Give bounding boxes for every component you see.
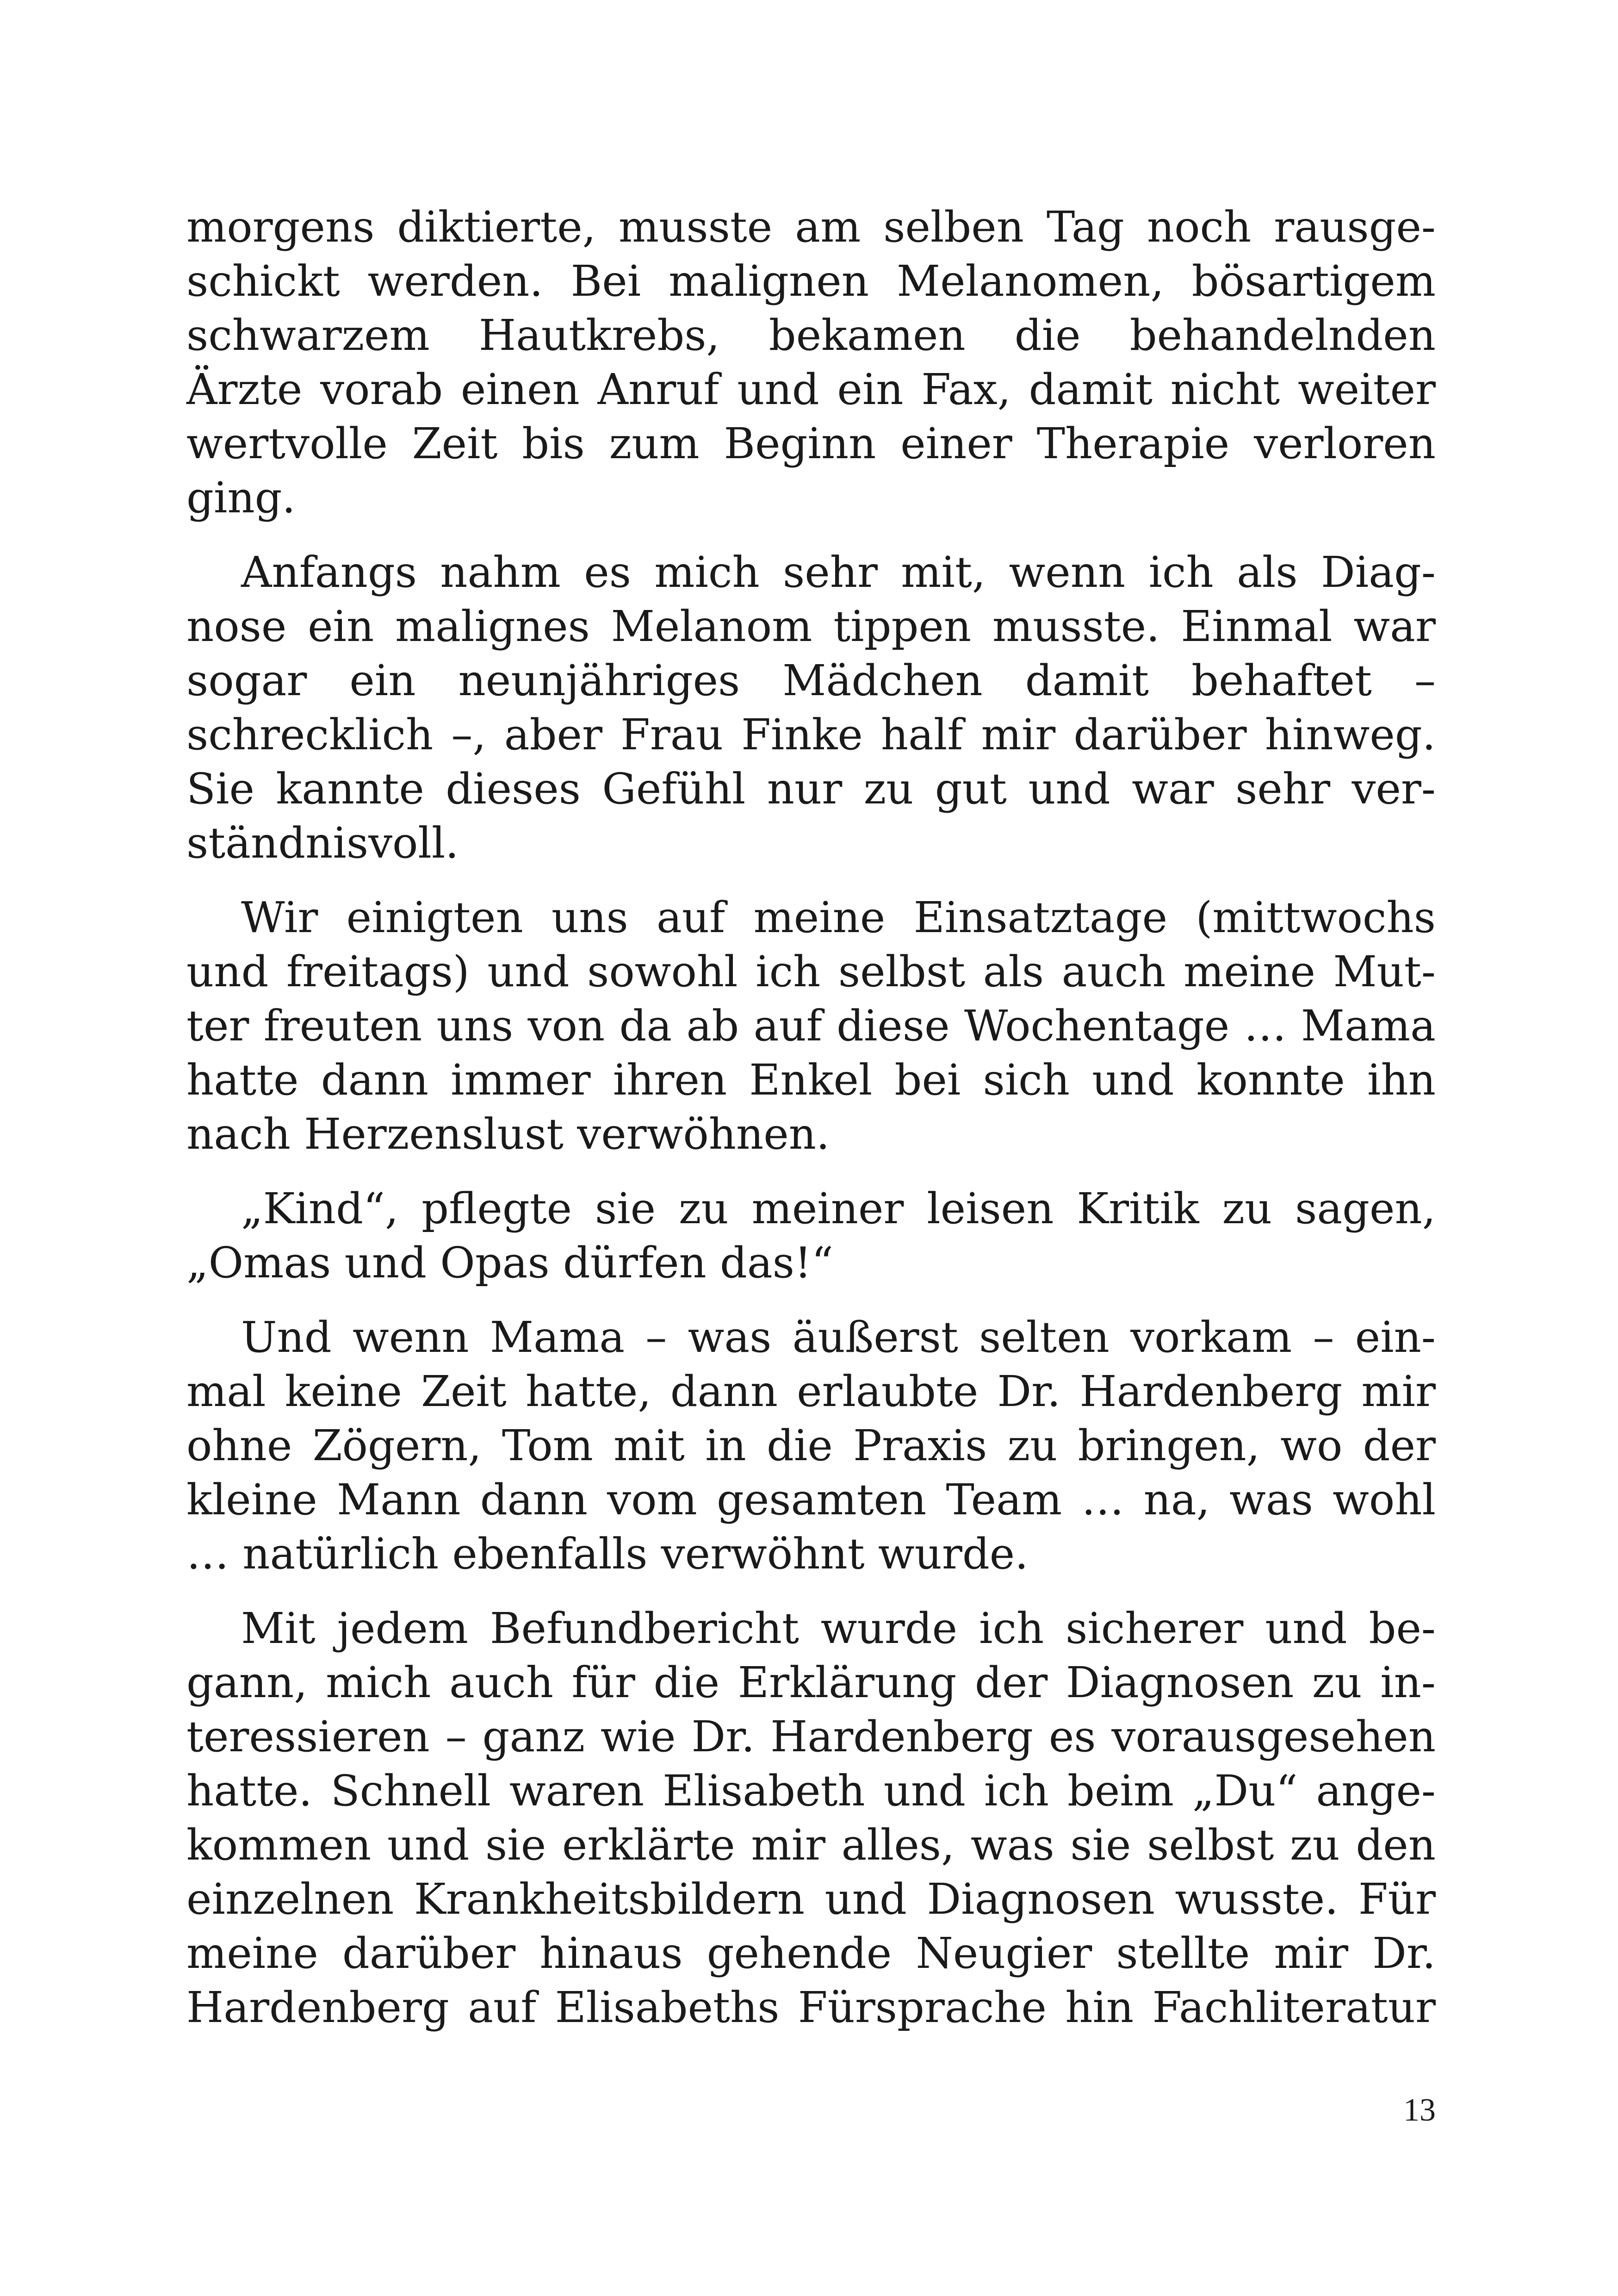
text-line: Anfangs nahm es mich sehr mit, wenn ich als Diag- [241,548,1436,597]
text-line: schickt werden. Bei malignen Melanomen, bösartigem [186,256,1436,306]
text-line: „Omas und Opas dürfen das!“ [186,1238,833,1288]
text-line: ter freuten uns von da ab auf diese Wochentage … Mama [186,1001,1436,1051]
text-line: Hardenberg auf Elisabeths Fürsprache hin Fachliteratur [186,1983,1436,2032]
text-line: wertvolle Zeit bis zum Beginn einer Therapie verloren [186,419,1436,468]
text-line: gann, mich auch für die Erklärung der Diagnosen zu in- [186,1658,1436,1707]
text-line: … natürlich ebenfalls verwöhnt wurde. [186,1529,1029,1579]
page-number: 13 [1403,2092,1436,2128]
text-line: einzelnen Krankheitsbildern und Diagnosen wusste. Für [186,1874,1436,1924]
text-line: morgens diktierte, musste am selben Tag noch rausge- [186,202,1436,252]
text-line: Wir einigten uns auf meine Einsatztage (mittwochs [241,893,1436,942]
text-line: mal keine Zeit hatte, dann erlaubte Dr. Hardenberg mir [186,1367,1436,1416]
text-line: teressieren – ganz wie Dr. Hardenberg es vorausgesehen [186,1712,1436,1761]
text-line: und freitags) und sowohl ich selbst als auch meine Mut- [186,947,1436,996]
text-line: nach Herzenslust verwöhnen. [186,1109,830,1159]
body-text [186,200,1436,2035]
text-line: schwarzem Hautkrebs, bekamen die behandelnden [186,311,1436,360]
text-line: „Kind“, pflegte sie zu meiner leisen Kritik zu sagen, [241,1184,1436,1233]
text-line: ohne Zögern, Tom mit in die Praxis zu bringen, wo der [186,1421,1436,1470]
text-line: Ärzte vorab einen Anruf und ein Fax, damit nicht weiter [186,365,1436,414]
text-line: sogar ein neunjähriges Mädchen damit behaftet – [186,656,1436,705]
text-line: nose ein malignes Melanom tippen musste. Einmal war [186,602,1436,651]
text-line: meine darüber hinaus gehende Neugier stellte mir Dr. [186,1929,1436,1978]
text-line: kommen und sie erklärte mir alles, was sie selbst zu den [186,1820,1436,1870]
text-line: kleine Mann dann vom gesamten Team … na, was wohl [186,1475,1436,1524]
text-line: Und wenn Mama – was äußerst selten vorkam – ein- [241,1313,1436,1362]
text-line: ging. [186,473,296,523]
text-line: hatte dann immer ihren Enkel bei sich und konnte ihn [186,1055,1436,1105]
text-line: Sie kannte dieses Gefühl nur zu gut und war sehr ver- [186,764,1436,814]
text-line: ständnisvoll. [186,818,459,868]
text-line: hatte. Schnell waren Elisabeth und ich beim „Du“ ange- [186,1766,1436,1816]
text-line: schrecklich –, aber Frau Finke half mir darüber hinweg. [186,710,1436,759]
text-line: Mit jedem Befundbericht wurde ich sicherer und be- [241,1604,1436,1653]
